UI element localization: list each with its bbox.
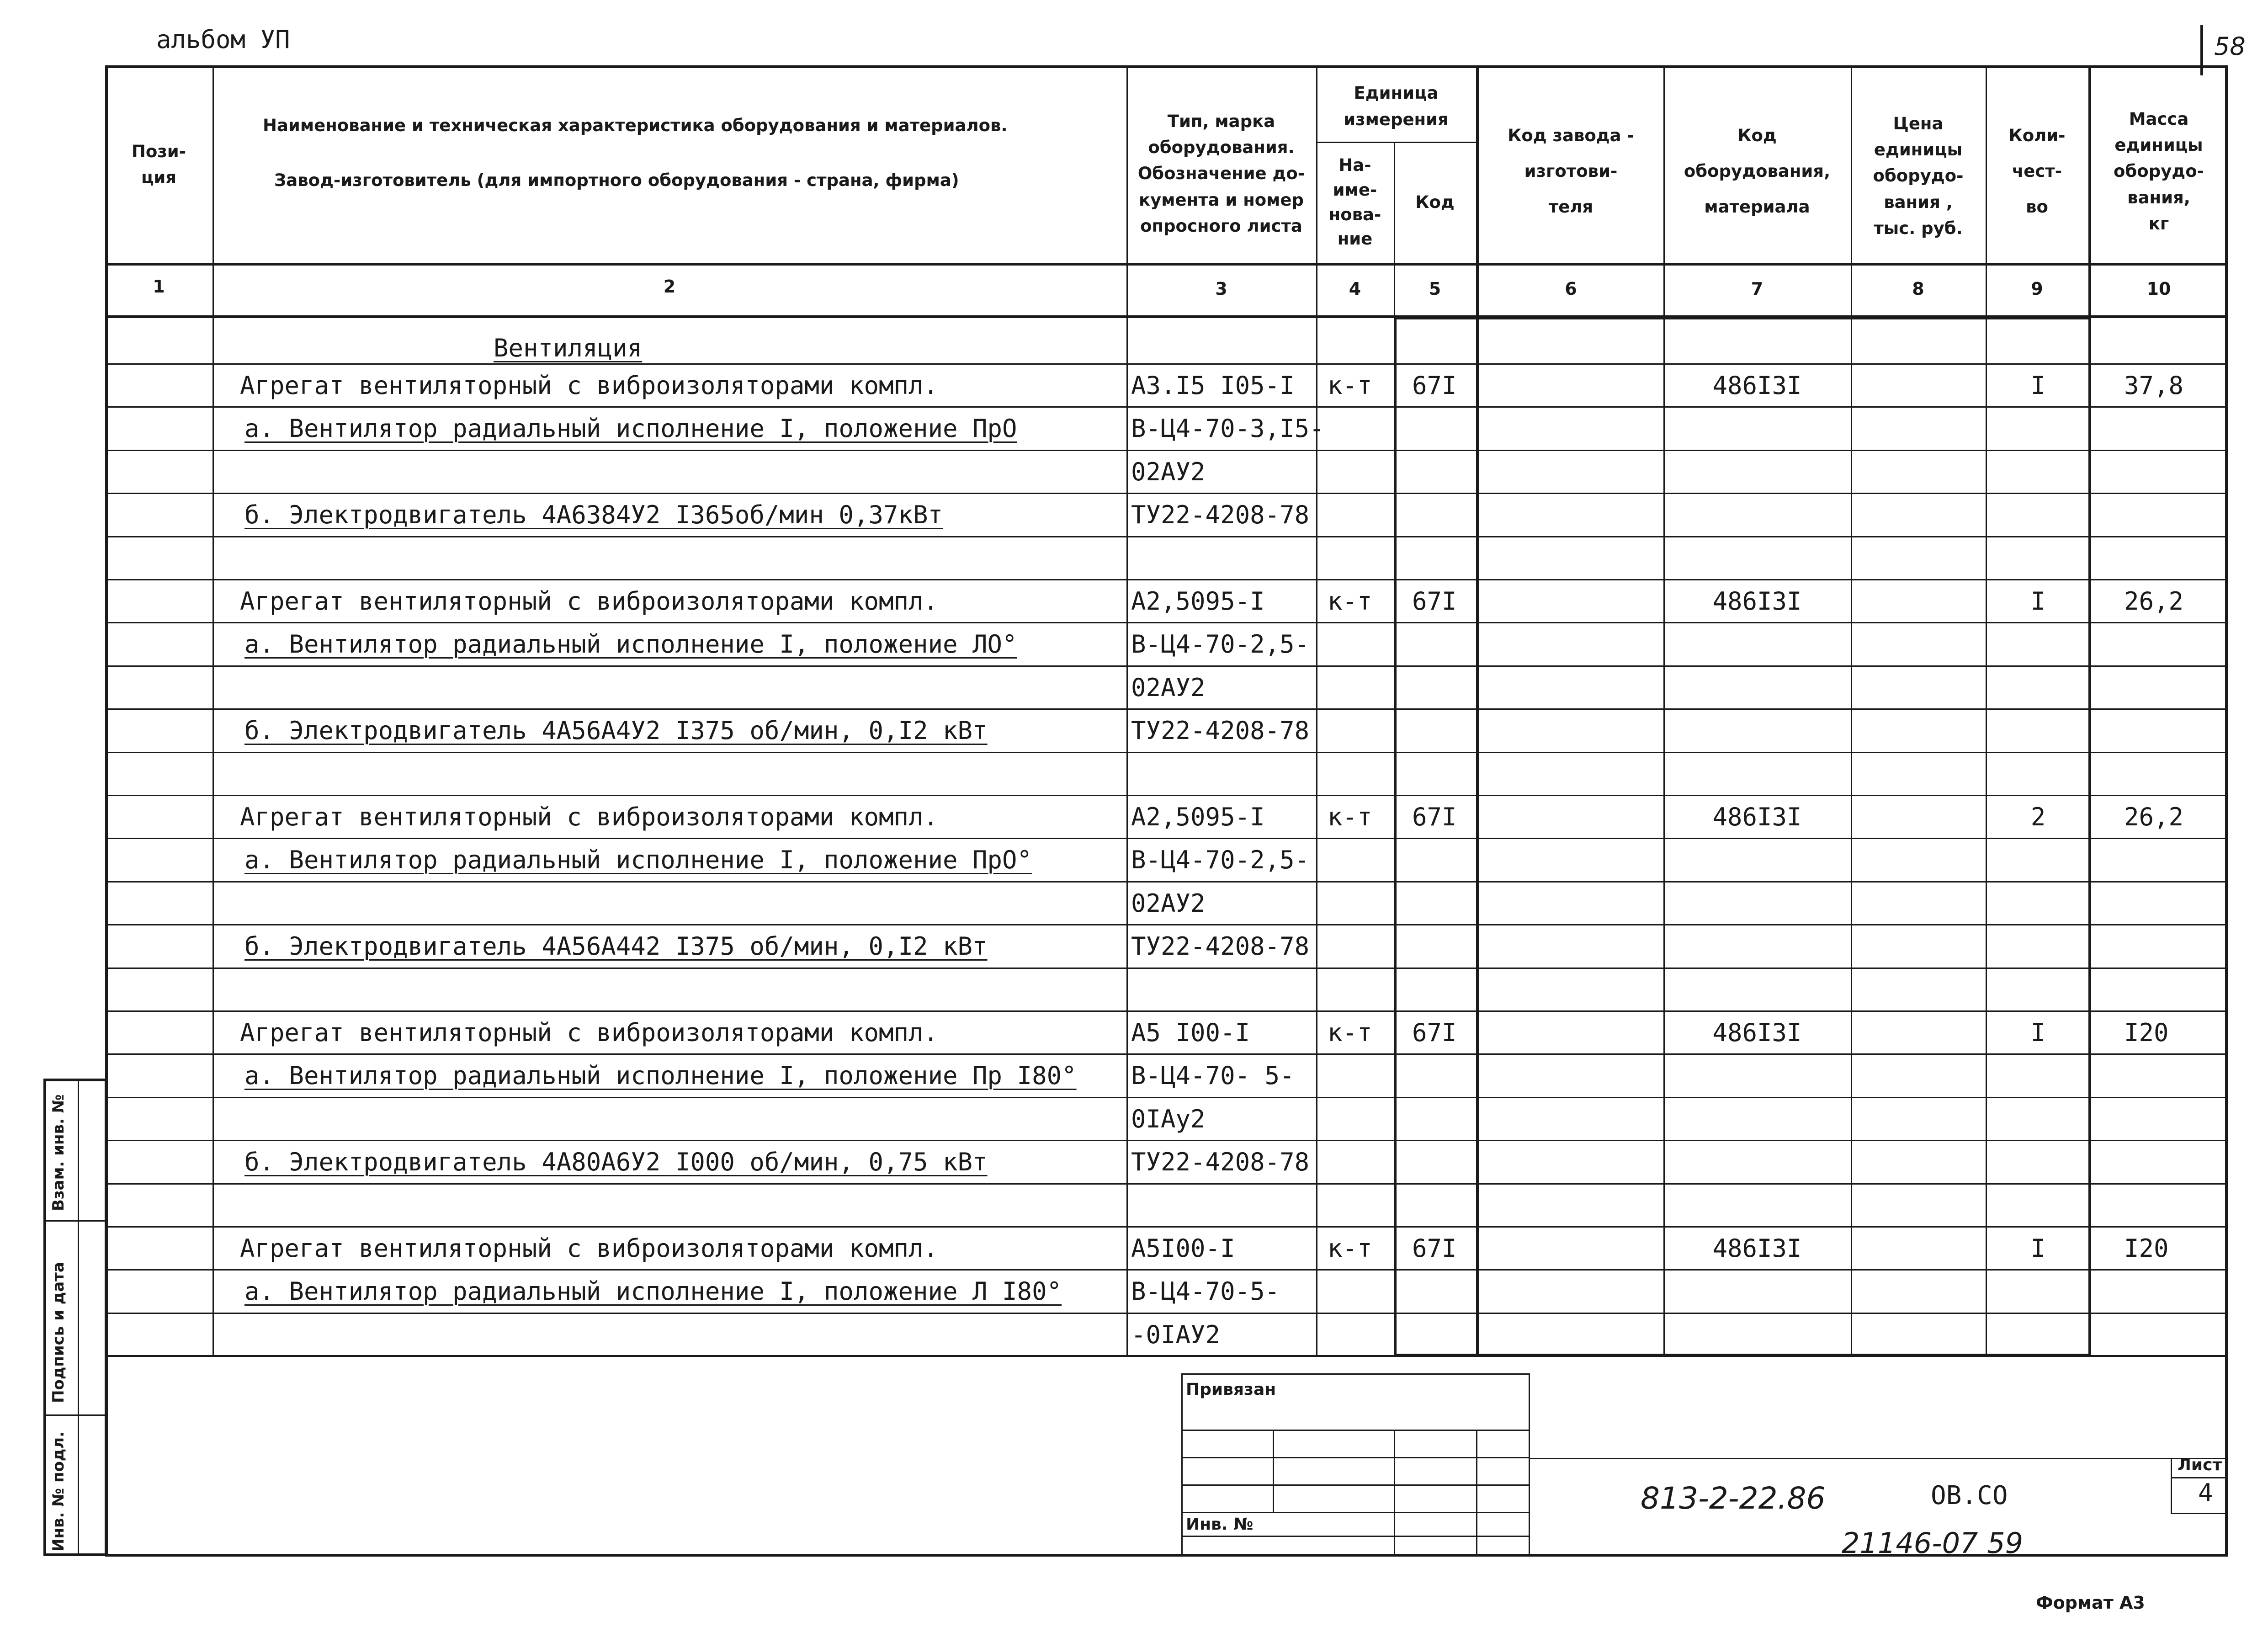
stamp-vline (1394, 1430, 1395, 1556)
body-box-top (1394, 317, 2090, 319)
cell-type: В-Ц4-70-3,I5- (1131, 414, 1324, 443)
cell-qty: I (2030, 371, 2046, 400)
cell-name: Агрегат вентиляторный с виброизоляторами компл. (240, 1234, 939, 1263)
document-subcode: ОВ.СО (1931, 1481, 2008, 1510)
cell-type: В-Ц4-70-5- (1131, 1277, 1280, 1306)
page-number: 58 (2214, 32, 2246, 61)
sheet-box-left (2171, 1458, 2172, 1513)
cell-type: ТУ22-4208-78 (1131, 932, 1310, 961)
col-divider-8 (1986, 65, 1987, 1356)
inventory-number: 21146-07 59 (1842, 1526, 2024, 1560)
section-title: Вентиляция (494, 334, 643, 362)
stamp-vline (1273, 1430, 1274, 1512)
row-separator (105, 536, 2228, 537)
header-mass: Масса единицы оборудо- вания, кг (2114, 109, 2204, 234)
row-separator (105, 1140, 2228, 1141)
cell-name: б. Электродвигатель 4А56А442 I375 об/мин, 0,I2 кВт (244, 932, 988, 961)
cell-name: а. Вентилятор радиальный исполнение I, положение ПрО (244, 414, 1017, 443)
row-separator (105, 622, 2228, 623)
header-equipment-code: Код оборудования, материала (1684, 126, 1831, 217)
row-separator (105, 881, 2228, 882)
row-separator (105, 838, 2228, 839)
album-label: альбом УП (156, 25, 290, 54)
stamp-right (1529, 1373, 1530, 1556)
cell-name: Агрегат вентиляторный с виброизоляторами компл. (240, 587, 939, 616)
cell-mass: I20 (2124, 1234, 2169, 1263)
cell-mass: 26,2 (2124, 587, 2184, 616)
col-divider-1 (212, 65, 214, 1356)
title-block-top (1529, 1458, 2228, 1459)
side-strip-line-1 (43, 1220, 107, 1222)
stamp-attached-label: Привязан (1186, 1380, 1276, 1399)
cell-type: ТУ22-4208-78 (1131, 1148, 1310, 1176)
row-separator (105, 1313, 2228, 1314)
column-number: 4 (1349, 279, 1361, 299)
cell-type: А2,5095-I (1131, 587, 1265, 616)
header-position: Пози- ция (131, 141, 186, 187)
row-separator (105, 1269, 2228, 1271)
column-number: 9 (2031, 279, 2043, 299)
cell-type: -0IАУ2 (1131, 1320, 1221, 1349)
col-divider-3 (1316, 65, 1317, 1356)
row-separator (105, 795, 2228, 796)
cell-type: А5 I00-I (1131, 1018, 1250, 1047)
header-type: Тип, марка оборудования. Обозначение до- кумента и номер опросного листа (1137, 111, 1305, 236)
side-label-inv-original: Инв. № подл. (49, 1431, 68, 1552)
cell-type: А5I00-I (1131, 1234, 1235, 1263)
header-unit-code: Код (1415, 192, 1455, 212)
cell-unit: к-т (1328, 587, 1372, 616)
cell-name: Агрегат вентиляторный с виброизоляторами компл. (240, 371, 939, 400)
cell-mass: I20 (2124, 1018, 2169, 1047)
header-quantity: Коли- чест- во (2008, 126, 2066, 217)
row-separator (105, 1226, 2228, 1228)
cell-type: А2,5095-I (1131, 803, 1265, 831)
column-number: 7 (1751, 279, 1763, 299)
side-strip-divider (78, 1079, 79, 1556)
row-separator (105, 968, 2228, 969)
row-separator (105, 1053, 2228, 1055)
cell-type: 02АУ2 (1131, 889, 1206, 918)
cell-unit-code: 67I (1412, 587, 1457, 616)
cell-unit-code: 67I (1412, 371, 1457, 400)
header-name-line2: Завод-изготовитель (для импортного оборудования - страна, фирма) (274, 170, 959, 191)
cell-type: 0IАу2 (1131, 1105, 1206, 1133)
cell-type: 02АУ2 (1131, 457, 1206, 486)
cell-equip-code: 486I3I (1712, 1234, 1802, 1263)
column-number: 6 (1565, 279, 1577, 299)
side-label-inv-replace: Взам. инв. № (49, 1094, 68, 1211)
row-separator (105, 1183, 2228, 1185)
row-separator (105, 665, 2228, 667)
cell-mass: 26,2 (2124, 803, 2184, 831)
format-label: Формат А3 (2036, 1593, 2145, 1613)
cell-type: А3.I5 I05-I (1131, 371, 1295, 400)
row-separator (105, 708, 2228, 710)
cell-unit: к-т (1328, 371, 1372, 400)
row-separator (105, 1010, 2228, 1012)
col-divider-6 (1663, 65, 1665, 1356)
cell-name: а. Вентилятор радиальный исполнение I, положение ПрО° (244, 845, 1032, 874)
body-box-left (1394, 317, 1397, 1355)
column-number: 3 (1215, 279, 1227, 299)
header-unit-group: Единица измерения (1344, 83, 1449, 129)
cell-qty: I (2030, 1018, 2046, 1047)
cell-unit: к-т (1328, 803, 1372, 831)
row-separator (105, 493, 2228, 494)
col-divider-7 (1851, 65, 1852, 1356)
row-separator (105, 1356, 2228, 1357)
sheet-box-bottom (2171, 1513, 2228, 1514)
cell-type: В-Ц4-70-2,5- (1131, 630, 1310, 659)
header-factory-code: Код завода - изготови- теля (1508, 126, 1634, 217)
cell-type: ТУ22-4208-78 (1131, 716, 1310, 745)
stamp-vline (1476, 1430, 1477, 1556)
row-separator (105, 1097, 2228, 1098)
cell-equip-code: 486I3I (1712, 371, 1802, 400)
cell-equip-code: 486I3I (1712, 803, 1802, 831)
row-separator (105, 406, 2228, 408)
header-price: Цена единицы оборудо- вания , тыс. руб. (1873, 113, 1964, 239)
column-number: 2 (663, 276, 676, 297)
column-number: 10 (2146, 279, 2171, 299)
cell-type: ТУ22-4208-78 (1131, 500, 1310, 529)
cell-qty: 2 (2030, 803, 2046, 831)
unit-group-divider (1316, 142, 1476, 143)
cell-unit-code: 67I (1412, 803, 1457, 831)
stamp-top (1181, 1373, 1529, 1375)
cell-name: Агрегат вентиляторный с виброизоляторами компл. (240, 803, 939, 831)
header-unit-name: На- име- нова- ние (1328, 155, 1381, 249)
row-separator (105, 363, 2228, 365)
side-label-signature-date: Подпись и дата (49, 1262, 68, 1403)
cell-unit-code: 67I (1412, 1234, 1457, 1263)
row-separator (105, 752, 2228, 753)
cell-name: б. Электродвигатель 4А56А4У2 I375 об/мин, 0,I2 кВт (244, 716, 988, 745)
stamp-left (1181, 1373, 1183, 1556)
cell-equip-code: 486I3I (1712, 587, 1802, 616)
column-number: 8 (1912, 279, 1924, 299)
sheet-number: 4 (2198, 1478, 2213, 1507)
cell-type: В-Ц4-70-2,5- (1131, 845, 1310, 874)
cell-name: а. Вентилятор радиальный исполнение I, положение Л I80° (244, 1277, 1062, 1306)
cell-unit-code: 67I (1412, 1018, 1457, 1047)
cell-unit: к-т (1328, 1234, 1372, 1263)
column-number: 1 (153, 276, 165, 297)
cell-equip-code: 486I3I (1712, 1018, 1802, 1047)
cell-type: В-Ц4-70- 5- (1131, 1061, 1295, 1090)
sheet-label: Лист (2178, 1456, 2222, 1474)
cell-name: б. Электродвигатель 4А6384У2 I365об/мин 0,37кВт (244, 500, 943, 529)
col-divider-2 (1126, 65, 1128, 1356)
cell-name: а. Вентилятор радиальный исполнение I, положение ЛО° (244, 630, 1017, 659)
header-bottom-line (105, 263, 2228, 266)
col-divider-5 (1476, 65, 1479, 1356)
col-divider-9 (2088, 65, 2091, 1356)
cell-mass: 37,8 (2124, 371, 2184, 400)
cell-name: а. Вентилятор радиальный исполнение I, положение Пр I80° (244, 1061, 1077, 1090)
cell-name: б. Электродвигатель 4А80А6У2 I000 об/мин, 0,75 кВт (244, 1148, 988, 1176)
column-number: 5 (1429, 279, 1441, 299)
row-separator (105, 579, 2228, 580)
stamp-inv-label: Инв. № (1186, 1515, 1254, 1534)
cell-qty: I (2030, 587, 2046, 616)
cell-type: 02АУ2 (1131, 673, 1206, 702)
row-separator (105, 924, 2228, 925)
cell-qty: I (2030, 1234, 2046, 1263)
header-name-line1: Наименование и техническая характеристика оборудования и материалов. (263, 116, 1008, 136)
row-separator (105, 450, 2228, 451)
side-strip-line-2 (43, 1414, 107, 1416)
cell-unit: к-т (1328, 1018, 1372, 1047)
cell-name: Агрегат вентиляторный с виброизоляторами компл. (240, 1018, 939, 1047)
document-code: 813-2-22.86 (1641, 1481, 1826, 1516)
